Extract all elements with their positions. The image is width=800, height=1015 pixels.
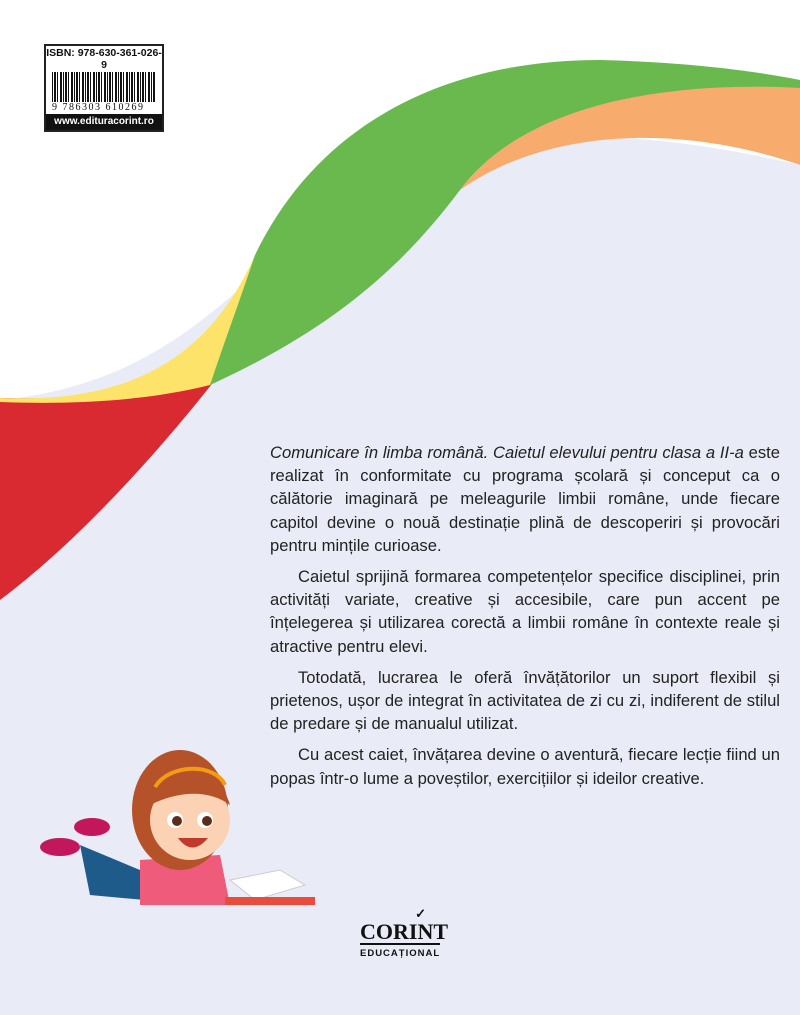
description <box>270 441 780 798</box>
paragraph-1-text: este realizat în conformitate cu programa școlară și conceput ca o călătorie imaginară pe meleagurile limbii române, unde fiecare capitol devine o nouă destinație plină de descoperiri și provocări pentru mințile curioase. <box>270 443 780 555</box>
corint-logo <box>360 906 449 959</box>
barcode-digits: 9 786303 610269 <box>52 102 145 113</box>
isbn-label: ISBN: 978-630-361-026-9 <box>46 47 162 71</box>
checkmark-icon: ✓ <box>415 906 426 921</box>
paragraph-1 <box>270 441 780 557</box>
paragraph-4: Cu acest caiet, învățarea devine o aventură, fiecare lecție fiind un popas într-o lume a poveștilor, exercițiilor și ideilor creative. <box>270 745 780 788</box>
paragraph-2: Caietul sprijină formarea competențelor specifice disciplinei, prin activități variate, creative și accesibile, care pun accent pe înțelegerea și utilizarea corectă a limbii române în contexte reale și atractive pentru elevi. <box>270 567 780 656</box>
logo-sub: EDUCAȚIONAL <box>360 948 441 959</box>
publisher-url: www.edituracorint.ro <box>46 114 162 130</box>
girl-reading-illustration <box>20 735 320 915</box>
red-band <box>0 380 215 600</box>
book-title: Comunicare în limba română. Caietul elevului pentru clasa a II-a <box>270 443 744 462</box>
barcode-bars <box>52 72 156 102</box>
logo-brand: CORINT <box>360 919 449 944</box>
isbn-barcode <box>44 44 164 132</box>
paragraph-3: Totodată, lucrarea le oferă învățătorilor un suport flexibil și prietenos, ușor de integrat în activitatea de zi cu zi, indiferent de stilul de predare și de manualul utilizat. <box>270 667 780 734</box>
